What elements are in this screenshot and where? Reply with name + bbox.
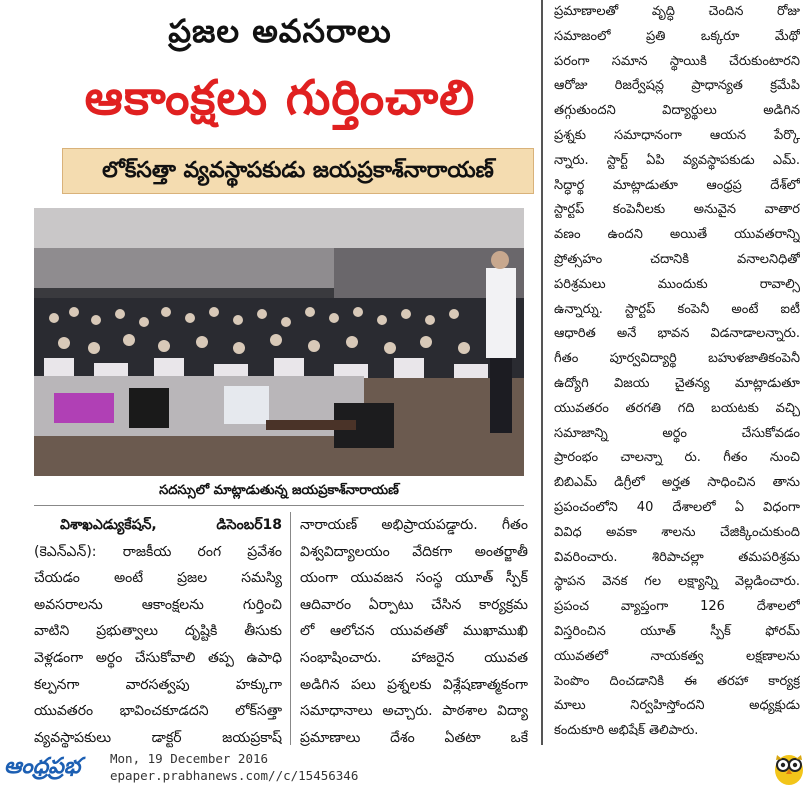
footer-bar [0,748,807,787]
body-line: మాలు నిర్వహిస్తోందని అధ్యక్షుడు [554,698,800,714]
body-line: ప్రోత్సహం చదానికి వనాలనిధితో [554,251,800,267]
body-line: అవసరాలను ఆకాంక్షలను గుర్తించి [34,596,282,613]
body-line: ఆధారిత అనే భావన విడనాడాలన్నారు. [554,326,800,342]
body-line: విస్తరించిన యూత్ స్పీక్ ఫోరమ్ [554,623,800,639]
kicker-headline: ప్రజల అవసరాలు [168,12,392,50]
body-line: యువతలో నాయకత్వ లక్షణాలను [554,648,800,664]
footer-meta [110,750,358,784]
body-line: తగ్గుతుందని విద్యార్థులు అడిగిన [554,103,800,119]
body-line: సమాజంలో ప్రతి ఒక్కరూ మేథో [554,28,800,44]
body-line: న్నారు. స్టార్ట్ ఏపి వ్యవస్థాపకుడు ఎమ్. [554,152,800,168]
body-line: గీతం పూర్వవిద్యార్థి బహుళజాతికంపెనీ [554,351,800,367]
body-line: కల్పనగా వారసత్వపు హక్కుగా [34,676,282,693]
body-line: వెళ్లడంగా అర్థం చేసుకోవాలి తప్ప ఉపాధి [34,649,282,666]
footer-date: Mon, 19 December 2016 [110,751,269,766]
photo-caption: సదస్సులో మాట్లాడుతున్న జయప్రకాశ్‌నారాయణ్ [159,483,399,498]
body-line: ఆదివారం ఏర్పాటు చేసిన కార్యక్రమ [300,596,528,613]
body-line: పరంగా సమాన స్థాయికి చేరుకుంటారని [554,53,800,69]
body-line: యువతరం తరగతి గది బయటకు వచ్చి [554,400,800,416]
body-line: ఆరోజు రిజర్వేషన్ల ప్రాధాన్యత క్రమేపి [554,78,800,94]
body-column-1 [34,512,282,751]
footer-url[interactable]: epaper.prabhanews.com//c/15456346 [110,768,359,783]
mascot-owl-icon [772,748,806,786]
main-headline: ఆకాంక్షలు గుర్తించాలి [84,70,476,126]
body-line: కందుకూరి అభిషేక్ తెలిపారు. [554,723,699,739]
body-line: (కెఎన్‌ఎన్‌): రాజకీయ రంగ ప్రవేశం [34,543,282,560]
body-line: విశ్వవిద్యాలయం వేదికగా అంతర్జాతీ [300,543,528,560]
event-photo [34,208,524,476]
body-line: సమాజాన్ని అర్థం చేసుకోవడం [554,425,800,441]
body-line: ప్రారంభం చాలన్నా రు. గీతం నుంచి [554,450,800,466]
body-line: వణం ఉందని అయితే యువతరాన్ని [554,227,800,243]
body-line: యంగా యువజన సంస్థ యూత్ స్పీక్ [300,570,528,587]
body-column-3 [554,0,800,744]
body-line: ప్రపంచ వ్యాప్తంగా 126 దేశాలలో [554,599,800,615]
body-line: లో ఆలోచన యువతతో ముఖాముఖి [300,623,528,640]
body-line: పెంపొం దించడానికి ఈ తరహా కార్యక్ర [554,673,800,689]
body-line: స్టార్టప్ కంపెనీలకు అనువైన వాతార [554,202,800,218]
body-line: ప్రమాణాలతో వృద్ధి చెందిన రోజు [554,4,800,19]
body-column-2 [300,512,528,751]
caption-divider [34,505,524,506]
body-line: వ్యవస్థాపకులు డాక్టర్ జయప్రకాష్ [34,729,282,746]
column-divider-mid [290,512,291,745]
body-line: ప్రమాణాలు దేశం ఏతటా ఒకే [300,729,528,746]
column-divider-right [541,0,543,745]
andhraprabha-logo[interactable]: ఆంధ్రప్రభ [4,754,81,779]
body-line: వివరించారు. శిరిపాచల్లా తమపరిశ్రమ [554,549,800,565]
body-line: సిద్ధార్థ మాట్లాడుతూ ఆంధ్రప్ర దేశ్‌లో [554,177,800,193]
body-line: అడిగిన పలు ప్రశ్నలకు విశ్లేషణాత్మకంగా [300,676,528,693]
body-line: ప్రపంచంలోని 40 దేశాలలో ఏ విధంగా [554,499,800,515]
body-line: సమాధానాలు అచ్చారు. పాఠశాల విద్యా [300,703,528,720]
dateline: విశాఖఎడ్యుకేషన్‌, డిసెంబర్‌18 [60,517,282,533]
body-line: వాటిని ప్రభుత్వాలు దృష్టికి తీసుకు [34,623,282,640]
body-line: ప్రశ్నకు సమాధానంగా ఆయన పేర్కొ [554,127,800,143]
body-line: బిబిఎమ్ డిగ్రీలో అర్హత సాధించిన తాను [554,475,800,491]
sub-headline: లోక్‌సత్తా వ్యవస్థాపకుడు జయప్రకాశ్‌నారాయణ్ [62,148,534,194]
body-line: ఉద్యోగి విజయ చైతన్య మాట్లాడుతూ [554,375,800,391]
body-line: యువతరం భావించకూడదని లోక్‌సత్తా [34,703,282,720]
body-line: ఉన్నార్ను. స్టార్టప్ కంపెనీ అంటే ఐటీ [554,301,800,317]
body-line: పరిశ్రమలు ముందుకు రావాల్సి [554,276,800,292]
body-line: చేయడం అంటే ప్రజల సమస్యి [34,570,282,587]
body-line: స్థాపన వెనక గల లక్ష్యాన్ని వెల్లడించారు. [554,574,800,590]
body-line: సంభాషించారు. హాజరైన యువత [300,649,528,666]
body-line: వివిధ అవకా శాలను చేజిక్కించుకుంది [554,524,800,540]
body-line: నారాయణ్ అభిప్రాయపడ్డారు. గీతం [300,517,528,533]
